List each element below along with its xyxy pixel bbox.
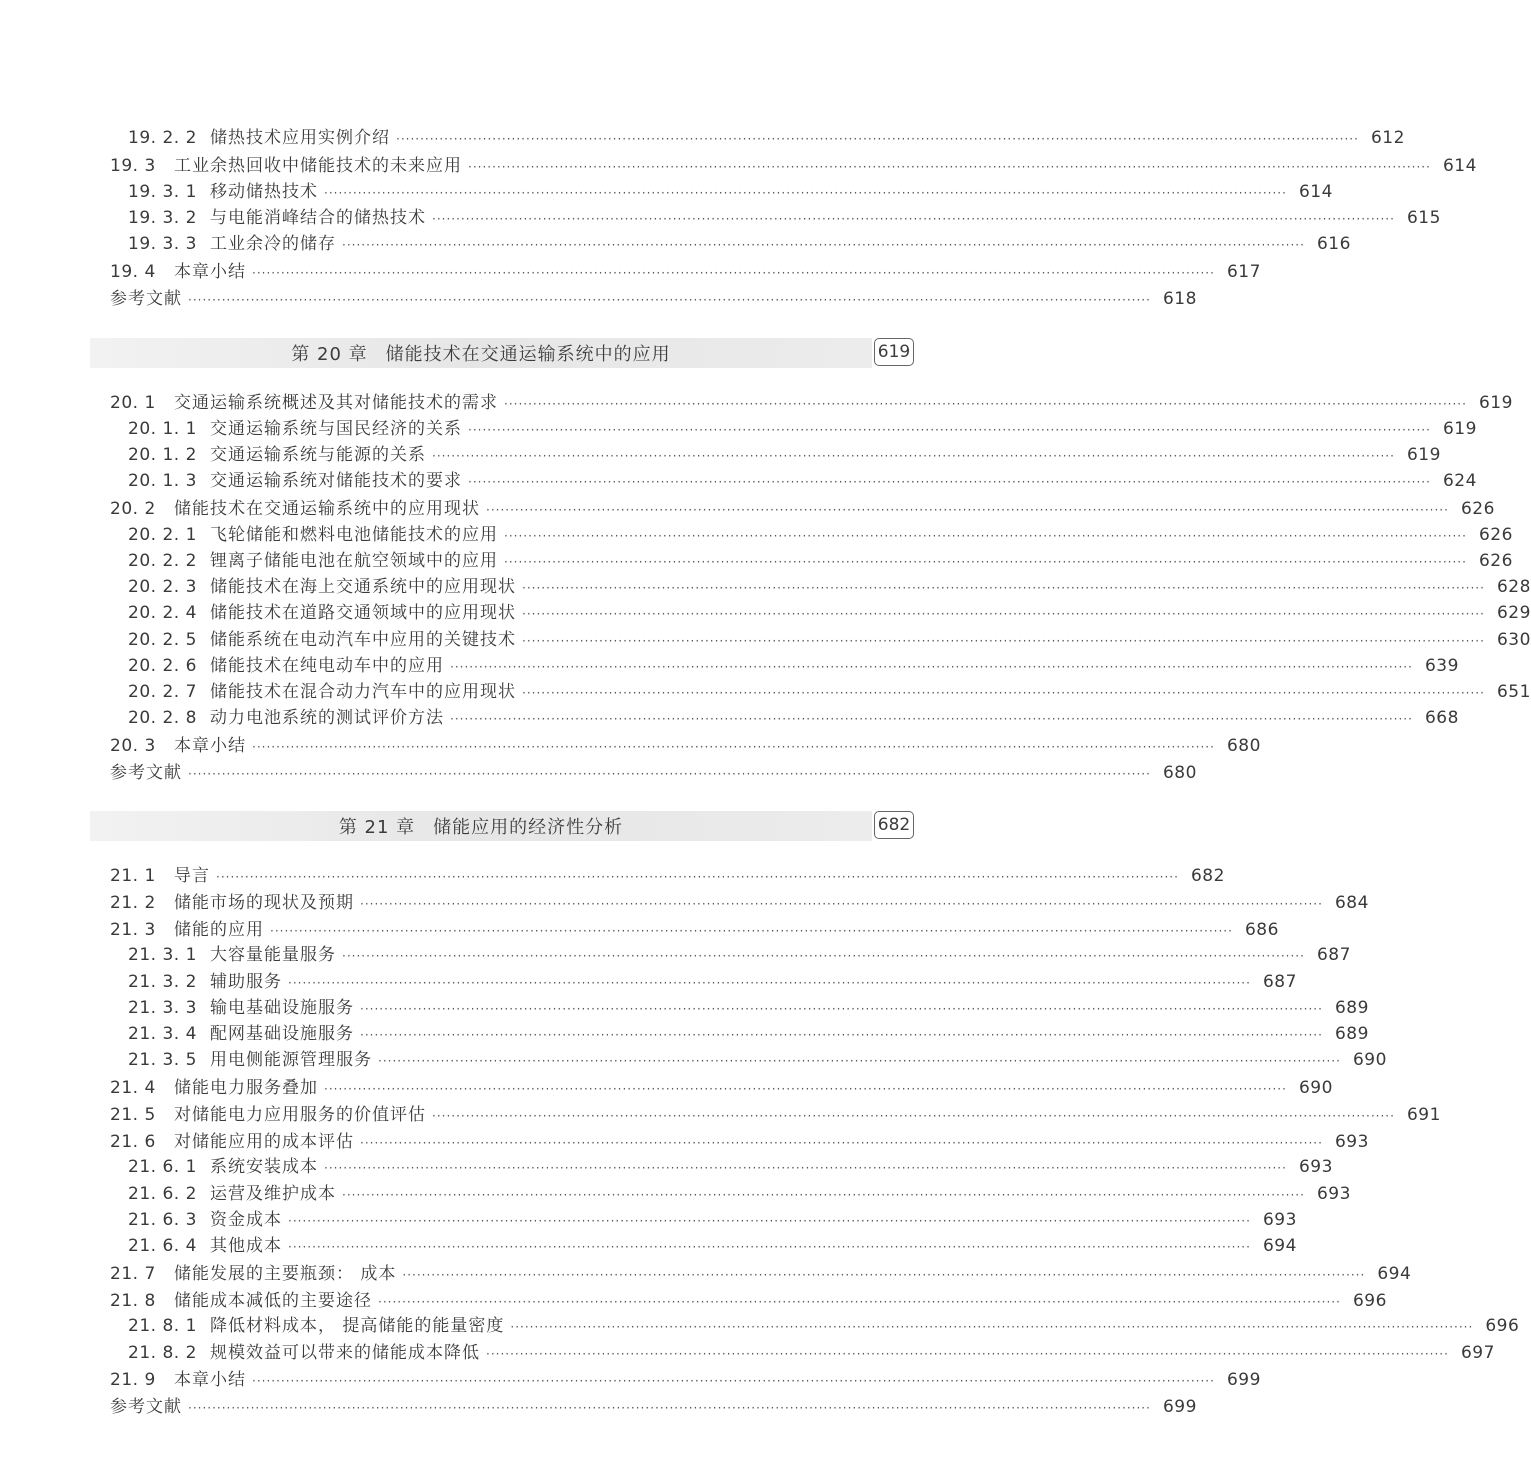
page-number: 612 [1370,128,1405,148]
dot-leader: ········································································································································································································ [360,1028,1323,1042]
section-title: 储能技术在交通运输系统中的应用现状 [174,499,480,519]
section-number: 21. 4 [110,1078,156,1098]
section-number: 21. 7 [110,1263,156,1284]
toc-entry[interactable] [128,416,1477,442]
section-number: 21. 6. 3 [128,1209,197,1230]
page-number: 696 [1485,1316,1520,1337]
toc-entry[interactable] [110,152,1477,180]
page-number: 619 [1406,445,1441,465]
toc-entry[interactable] [128,1047,1387,1073]
page-number: 686 [1244,919,1279,940]
page-number: 684 [1334,892,1369,913]
chapter-title: 储能应用的经济性分析 [433,817,624,838]
page-number: 619 [1442,418,1477,439]
section-title: 交通运输系统概述及其对储能技术的需求 [174,393,498,413]
dot-leader: ········································································································································································································ [342,238,1305,252]
page-number: 687 [1316,945,1351,966]
page-number: 615 [1406,207,1441,228]
section-title: 对储能电力应用服务的价值评估 [174,1104,426,1125]
page-number: 668 [1424,708,1459,729]
section-number: 21. 3 [110,919,156,940]
section-title: 参考文献 [110,288,182,309]
toc-entry[interactable] [128,969,1297,995]
toc-entry[interactable] [110,862,1225,890]
section-number: 21. 3. 1 [128,945,197,966]
section-title: 与电能消峰结合的储热技术 [210,207,426,228]
page-number: 616 [1316,234,1351,254]
dot-leader: ········································································································································································································ [188,766,1151,781]
dot-leader: ········································································································································································································ [324,1161,1287,1176]
page-number: 628 [1496,577,1531,598]
dot-leader: ········································································································································································································ [522,607,1485,622]
section-title: 用电侧能源管理服务 [210,1050,372,1071]
dot-leader: ········································································································································································································ [216,870,1179,884]
dot-leader: ········································································································································································································ [450,712,1413,727]
references-entry[interactable] [110,759,1197,787]
dot-leader: ········································································································································································································ [468,422,1431,437]
toc-entry[interactable] [128,653,1459,679]
section-number: 20. 2 [110,499,156,519]
dot-leader: ········································································································································································································ [486,1346,1449,1361]
page-number: 690 [1352,1050,1387,1071]
toc-entry[interactable] [128,1313,1520,1339]
dot-leader: ········································································································································································································ [396,132,1359,146]
section-title: 储能技术在纯电动车中的应用 [210,655,444,676]
dot-leader: ········································································································································································································ [378,1294,1341,1309]
section-title: 工业余冷的储存 [210,234,336,254]
dot-leader: ········································································································································································································ [188,1401,1151,1416]
toc-entry[interactable] [128,442,1441,468]
section-number: 20. 1. 2 [128,445,197,465]
references-entry[interactable] [110,285,1197,313]
dot-leader: ········································································································································································································ [252,740,1215,754]
page-number: 626 [1460,499,1495,519]
section-number: 19. 2. 2 [128,128,197,148]
toc-entry[interactable] [128,995,1369,1021]
dot-leader: ········································································································································································································ [288,975,1251,990]
section-title: 系统安装成本 [210,1157,318,1178]
toc-entry[interactable] [110,889,1369,917]
section-number: 21. 3. 3 [128,997,197,1018]
chapter-21-page-badge: 682 [874,811,914,839]
page-number: 617 [1226,261,1261,282]
toc-entry[interactable] [128,1181,1351,1207]
dot-leader: ········································································································································································································ [468,159,1431,174]
page-number: 691 [1406,1104,1441,1125]
toc-entry[interactable] [110,1074,1333,1102]
chapter-21-heading[interactable] [90,811,872,841]
references-entry[interactable] [110,1393,1197,1421]
toc-entry[interactable] [128,1154,1333,1180]
section-number: 21. 9 [110,1370,156,1391]
page-number: 629 [1496,603,1531,624]
dot-leader: ········································································································································································································ [504,555,1467,569]
section-number: 20. 1. 1 [128,418,197,439]
chapter-number: 第 20 章 [291,344,368,365]
section-number: 20. 2. 2 [128,551,197,571]
section-number: 21. 6 [110,1131,156,1152]
dot-leader: ········································································································································································································ [504,397,1467,411]
section-title: 储热技术应用实例介绍 [210,128,390,148]
page-number: 699 [1162,1397,1197,1418]
page-number: 630 [1496,629,1531,650]
page-number: 697 [1460,1342,1495,1363]
section-title: 本章小结 [174,1370,246,1391]
section-number: 21. 2 [110,892,156,913]
dot-leader: ········································································································································································································ [288,1240,1251,1254]
toc-entry[interactable] [128,1021,1369,1047]
page-number: 624 [1442,471,1477,492]
section-title: 动力电池系统的测试评价方法 [210,708,444,729]
page-number: 680 [1162,762,1197,783]
dot-leader: ········································································································································································································ [504,528,1467,543]
dot-leader: ········································································································································································································ [270,923,1233,938]
toc-entry[interactable] [128,548,1513,574]
page-number: 626 [1478,551,1513,571]
section-number: 20. 2. 8 [128,708,197,729]
section-title: 储能成本减低的主要途径 [174,1290,372,1311]
dot-leader: ········································································································································································································ [402,1267,1366,1282]
section-number: 21. 6. 1 [128,1157,197,1178]
section-number: 21. 8. 1 [128,1316,197,1337]
toc-entry[interactable] [128,231,1351,257]
section-title: 导言 [174,866,210,886]
dot-leader: ········································································································································································································ [450,659,1413,674]
dot-leader: ········································································································································································································ [468,475,1431,490]
section-title: 交通运输系统对储能技术的要求 [210,471,462,492]
page-number: 689 [1334,1024,1369,1044]
section-title: 降低材料成本， 提高储能的能量密度 [210,1316,505,1337]
toc-entry[interactable] [128,679,1531,705]
toc-entry[interactable] [128,1233,1297,1259]
toc-entry[interactable] [110,1260,1412,1288]
page-number: 651 [1496,682,1531,702]
section-title: 规模效益可以带来的储能成本降低 [210,1342,480,1363]
section-number: 20. 3 [110,736,156,756]
toc-entry[interactable] [110,1128,1369,1156]
section-title: 资金成本 [210,1209,282,1230]
dot-leader: ········································································································································································································ [324,1082,1287,1096]
dot-leader: ········································································································································································································ [510,1320,1474,1335]
section-title: 本章小结 [174,736,246,756]
section-number: 20. 2. 1 [128,524,197,545]
section-title: 对储能应用的成本评估 [174,1131,354,1152]
toc-entry[interactable] [110,258,1261,286]
page-number: 639 [1424,655,1459,676]
page-number: 694 [1262,1236,1297,1256]
section-title: 移动储热技术 [210,181,318,202]
page-number: 693 [1334,1131,1369,1152]
toc-entry[interactable] [110,732,1261,760]
section-number: 20. 2. 7 [128,682,197,702]
dot-leader: ········································································································································································································ [432,1108,1395,1123]
section-number: 21. 3. 4 [128,1024,197,1044]
toc-entry[interactable] [128,205,1441,231]
section-number: 20. 2. 5 [128,629,197,650]
page-number: 693 [1298,1157,1333,1178]
page-number: 687 [1262,971,1297,992]
toc-entry[interactable] [128,522,1513,548]
toc-entry[interactable] [110,495,1495,523]
section-title: 辅助服务 [210,971,282,992]
dot-leader: ········································································································································································································ [188,292,1151,307]
toc-entry[interactable] [128,179,1333,205]
dot-leader: ········································································································································································································ [360,896,1323,911]
dot-leader: ········································································································································································································ [252,1374,1215,1389]
toc-entry[interactable] [128,600,1531,626]
page-number: 614 [1442,155,1477,176]
section-title: 储能技术在道路交通领域中的应用现状 [210,603,516,624]
page-number: 696 [1352,1290,1387,1311]
page-number: 619 [1478,393,1513,413]
section-number: 21. 6. 4 [128,1236,197,1256]
section-number: 21. 1 [110,866,156,886]
toc-entry[interactable] [128,1340,1495,1366]
section-title: 配网基础设施服务 [210,1024,354,1044]
section-number: 21. 3. 5 [128,1050,197,1071]
section-number: 19. 3. 1 [128,181,197,202]
section-number: 21. 6. 2 [128,1183,197,1204]
dot-leader: ········································································································································································································ [324,185,1287,200]
dot-leader: ········································································································································································································ [522,581,1485,596]
dot-leader: ········································································································································································································ [432,211,1395,226]
section-title: 储能电力服务叠加 [174,1078,318,1098]
section-title: 储能市场的现状及预期 [174,892,354,913]
dot-leader: ········································································································································································································ [486,503,1449,517]
page-number: 626 [1478,524,1513,545]
dot-leader: ········································································································································································································ [288,1213,1251,1228]
section-title: 其他成本 [210,1236,282,1256]
dot-leader: ········································································································································································································ [522,633,1485,648]
dot-leader: ········································································································································································································ [522,686,1485,700]
section-number: 20. 1 [110,393,156,413]
toc-entry[interactable] [128,942,1351,968]
section-title: 储能技术在混合动力汽车中的应用现状 [210,682,516,702]
toc-entry[interactable] [128,125,1405,151]
toc-entry[interactable] [128,1207,1297,1233]
section-title: 储能发展的主要瓶颈： 成本 [174,1263,397,1284]
chapter-title: 储能技术在交通运输系统中的应用 [385,344,671,365]
section-number: 20. 2. 4 [128,603,197,624]
toc-entry[interactable] [128,705,1459,731]
section-number: 19. 3. 3 [128,234,197,254]
dot-leader: ········································································································································································································ [252,265,1215,280]
toc-entry[interactable] [128,627,1531,653]
section-title: 锂离子储能电池在航空领域中的应用 [210,551,498,571]
section-number: 21. 8 [110,1290,156,1311]
page-number: 680 [1226,736,1261,756]
dot-leader: ········································································································································································································ [432,449,1395,463]
section-number: 19. 4 [110,261,156,282]
page-number: 682 [1190,866,1225,886]
section-number: 21. 5 [110,1104,156,1125]
page-number: 690 [1298,1078,1333,1098]
page-number: 699 [1226,1370,1261,1391]
toc-entry[interactable] [128,468,1477,494]
section-title: 交通运输系统与能源的关系 [210,445,426,465]
page-number: 689 [1334,997,1369,1018]
page-number: 694 [1377,1263,1412,1284]
section-title: 参考文献 [110,1397,182,1418]
dot-leader: ········································································································································································································ [342,949,1305,964]
section-number: 20. 2. 6 [128,655,197,676]
toc-entry[interactable] [128,574,1531,600]
toc-entry[interactable] [110,916,1279,944]
section-title: 储能的应用 [174,919,264,940]
section-title: 大容量能量服务 [210,945,336,966]
page-number: 693 [1316,1183,1351,1204]
dot-leader: ········································································································································································································ [360,1001,1323,1016]
section-title: 储能技术在海上交通系统中的应用现状 [210,577,516,598]
section-number: 20. 2. 3 [128,577,197,598]
section-title: 飞轮储能和燃料电池储能技术的应用 [210,524,498,545]
section-number: 19. 3. 2 [128,207,197,228]
toc-entry[interactable] [110,1366,1261,1394]
dot-leader: ········································································································································································································ [342,1187,1305,1202]
section-number: 19. 3 [110,155,156,176]
page-number: 614 [1298,181,1333,202]
section-title: 本章小结 [174,261,246,282]
chapter-20-heading[interactable] [90,338,872,368]
chapter-number: 第 21 章 [338,817,416,838]
page-number: 693 [1262,1209,1297,1230]
section-number: 20. 1. 3 [128,471,197,492]
toc-entry[interactable] [110,389,1513,417]
section-title: 参考文献 [110,762,182,783]
dot-leader: ········································································································································································································ [360,1135,1323,1150]
toc-entry[interactable] [110,1287,1387,1315]
chapter-20-page-badge: 619 [874,338,914,366]
page-number: 618 [1162,288,1197,309]
section-number: 21. 8. 2 [128,1342,197,1363]
section-title: 运营及维护成本 [210,1183,336,1204]
dot-leader: ········································································································································································································ [378,1054,1341,1069]
section-title: 储能系统在电动汽车中应用的关键技术 [210,629,516,650]
section-title: 输电基础设施服务 [210,997,354,1018]
section-title: 交通运输系统与国民经济的关系 [210,418,462,439]
toc-entry[interactable] [110,1101,1441,1129]
section-title: 工业余热回收中储能技术的未来应用 [174,155,462,176]
section-number: 21. 3. 2 [128,971,197,992]
